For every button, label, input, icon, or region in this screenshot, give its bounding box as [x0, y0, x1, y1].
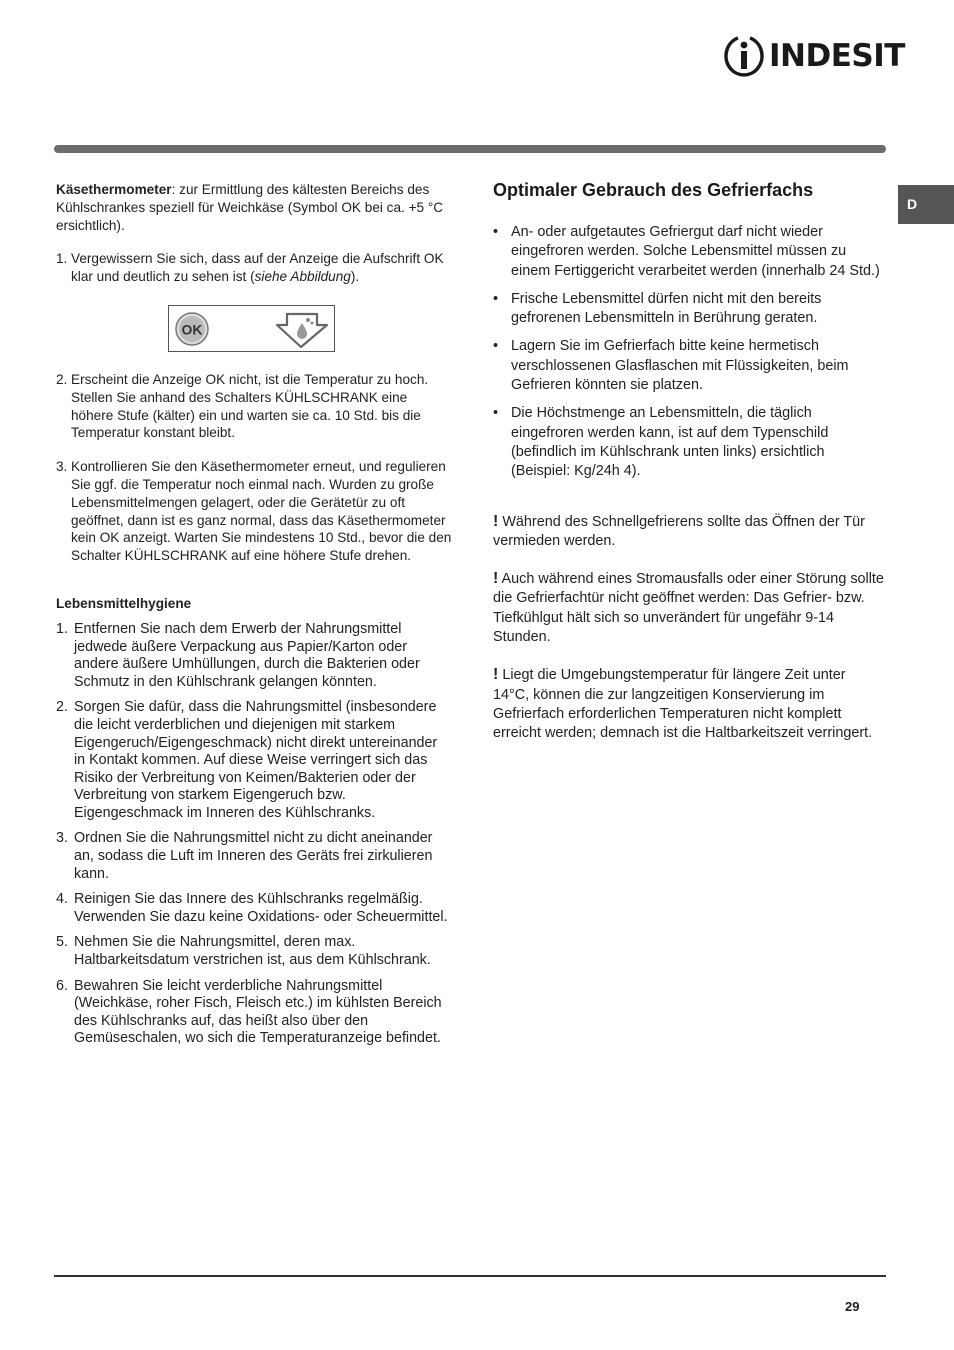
warning-note: [493, 512, 885, 552]
item-number: 1.: [56, 620, 68, 637]
item-text: Sorgen Sie dafür, dass die Nahrungsmittel (insbesondere die leicht verderblichen und diejenigen mit starkem Eigengeruch/Eigengeschmack) nicht direkt untereinander in Kontakt kommen. Auf diese Weise verringert sich das Risiko der Verbreitung von Keimen/Bakterien oder der Verbreitung von starkem Eigengeruch bzw. Eigengeschmack im Inneren des Kühlschranks.: [74, 699, 438, 821]
bullet-icon: •: [493, 405, 499, 422]
warning-note: [493, 665, 885, 743]
item-number: 5.: [56, 934, 68, 951]
list-item: [493, 223, 885, 281]
item-text: Die Höchstmenge an Lebensmitteln, die täglich eingefroren werden kann, ist auf dem Typenschild (befindlich im Kühlschrank unten links) ersichtlich (Beispiel: Kg/24h 4).: [511, 405, 829, 480]
section-title: Optimaler Gebrauch des Gefrierfachs: [493, 180, 814, 200]
item-text: An- oder aufgetautes Gefriergut darf nicht wieder eingefroren werden. Solche Lebensmittel müssen zu einem Fertiggericht verarbeitet werden (innerhalb 24 Std.): [511, 224, 880, 279]
item-text: Frische Lebensmittel dürfen nicht mit den bereits gefrorenen Lebensmitteln in Berührung geraten.: [511, 290, 822, 327]
intro-term: Käsethermometer: [56, 182, 172, 197]
footer-divider: [54, 1275, 886, 1277]
hygiene-heading: Lebensmittelhygiene: [56, 595, 192, 611]
temperature-drop-icon: [274, 310, 330, 348]
cheese-thermometer-intro: [56, 181, 452, 234]
list-item: [56, 371, 452, 442]
brand-logo: [724, 34, 905, 78]
right-column: [493, 178, 885, 744]
bullet-icon: •: [493, 290, 499, 307]
list-item: [56, 621, 452, 691]
left-column: [56, 181, 452, 1056]
list-item: [56, 978, 452, 1048]
item-text: Lagern Sie im Gefrierfach bitte keine hermetisch verschlossenen Glasflaschen mit Flüssigkeiten, beim Gefrieren könnten sie platzen.: [511, 338, 849, 394]
note-text: Während des Schnellgefrierens sollte das Öffnen der Tür vermieden werden.: [493, 513, 865, 549]
item-text: Bewahren Sie leicht verderbliche Nahrungsmittel (Weichkäse, roher Fisch, Fleisch etc.) im kühlsten Bereich des Kühlschranks auf, das heißt also über den Gemüseschalen, wo sich die Temperaturanzeige befindet.: [74, 977, 442, 1047]
warning-note: [493, 569, 885, 647]
item-number: 4.: [56, 891, 68, 908]
list-item: [56, 458, 452, 565]
item-text: Entfernen Sie nach dem Erwerb der Nahrungsmittel jedwede äußere Verpackung aus Papier/Karton oder andere äußere Umhüllungen, durch die Bakterien oder Schmutz in den Kühlschrank gelangen könnten.: [74, 620, 420, 690]
ok-badge-label: OK: [181, 321, 203, 338]
step-text: Vergewissern Sie sich, dass auf der Anzeige die Aufschrift OK klar und deutlich zu sehen ist (: [71, 251, 444, 285]
item-text: Ordnen Sie die Nahrungsmittel nicht zu dicht aneinander an, sodass die Luft im Inneren des Geräts frei zirkulieren kann.: [74, 830, 433, 882]
list-item: [493, 337, 885, 395]
item-number: 2.: [56, 371, 68, 387]
thermometer-steps: [56, 250, 452, 286]
list-item: [493, 290, 885, 329]
ok-indicator-figure: [168, 305, 335, 352]
note-text: Auch während eines Stromausfalls oder einer Störung sollte die Gefrierfachtür nicht geöffnet werden: Das Gefrier- bzw. Tiefkühlgut hält sich so unverändert für ungefähr 9-14 Stunden.: [493, 571, 884, 646]
ok-badge-icon: [175, 312, 209, 346]
warning-icon: !: [493, 666, 499, 684]
item-text: Reinigen Sie das Innere des Kühlschranks regelmäßig. Verwenden Sie dazu keine Oxidations- oder Scheuermittel.: [74, 891, 448, 925]
warning-icon: !: [493, 570, 499, 588]
language-tab: D: [898, 185, 954, 224]
item-text: Nehmen Sie die Nahrungsmittel, deren max. Haltbarkeitsdatum verstrichen ist, aus dem Kühlschrank.: [74, 934, 431, 969]
header-divider: [54, 145, 886, 153]
hygiene-list: [56, 621, 452, 1048]
page-number: 29: [845, 1299, 860, 1314]
note-text: Liegt die Umgebungstemperatur für längere Zeit unter 14°C, können die zur langzeitigen Konservierung im Gefrierfach erforderlichen Temperaturen nicht komplett erreicht werden; demnach ist die Haltbarkeitszeit verringert.: [493, 667, 873, 742]
list-item: [56, 699, 452, 822]
intro-text: : zur Ermittlung des kältesten Bereichs des Kühlschrankes speziell für Weichkäse (Symbol OK bei ca. +5 °C ersichtlich).: [56, 182, 444, 233]
thermometer-steps-continued: [56, 371, 452, 565]
step-text-emphasis: siehe Abbildung: [254, 269, 351, 285]
item-number: 3.: [56, 830, 68, 847]
item-number: 6.: [56, 977, 68, 994]
list-item: [493, 404, 885, 481]
freezer-bullets: [493, 223, 885, 482]
item-number: 1.: [56, 251, 68, 267]
indesit-logo-icon: [724, 34, 764, 78]
step-text: Kontrollieren Sie den Käsethermometer erneut, und regulieren Sie ggf. die Temperatur noch einmal nach. Wurden zu große Lebensmittelmengen gelagert, oder die Gerätetür zu oft geöffnet, dann ist es ganz normal, dass das Käsethermometer kein OK anzeigt. Warten Sie mindestens 10 Std., bevor die den Schalter KÜHLSCHRANK auf eine höhere Stufe drehen.: [71, 459, 452, 564]
brand-name: INDESIT: [769, 38, 905, 74]
item-number: 2.: [56, 699, 68, 716]
list-item: [56, 891, 452, 926]
list-item: [56, 250, 452, 286]
bullet-icon: •: [493, 224, 499, 240]
item-number: 3.: [56, 459, 68, 475]
bullet-icon: •: [493, 338, 499, 355]
list-item: [56, 934, 452, 969]
list-item: [56, 830, 452, 883]
warning-icon: !: [493, 512, 499, 530]
step-text-end: ).: [350, 269, 360, 285]
step-text: Erscheint die Anzeige OK nicht, ist die Temperatur zu hoch. Stellen Sie anhand des Schalters KÜHLSCHRANK eine höhere Stufe (kälter) ein und warten sie ca. 10 Std. bis die Temperatur konstant bleibt.: [71, 371, 429, 441]
